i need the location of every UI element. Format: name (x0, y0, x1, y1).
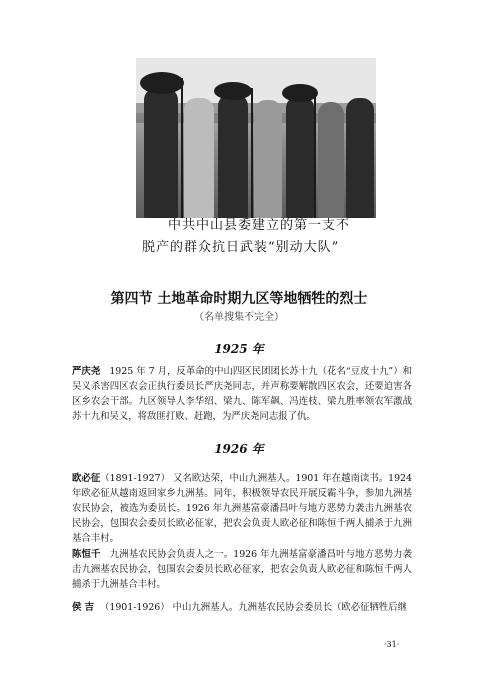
entry-name: 侯 吉 (72, 602, 95, 613)
entry-text: （1901-1926） 中山九洲基人。九洲基农民协会委员长（欧必征牺牲后继 (99, 602, 407, 613)
year-heading-1926: 1926 年 (214, 442, 264, 456)
entry-yan-qingyao (72, 364, 412, 424)
entry-name: 严庆尧 (72, 366, 101, 377)
page-number: ·31· (384, 640, 400, 649)
photo-caption (140, 215, 380, 259)
entry-chen-hengqian (72, 547, 412, 592)
entry-text: （1891-1927） 又名欧达荣，中山九洲基人。1901 年在越南读书。1924 年欧必征从越南返回家乡九洲基。同年，积极领导农民开展反霸斗争，参加九洲基农民协会，被选为委员长。1926 年九洲基富豪潘昌叶与地方恶势力袭击九洲基农民协会，包围农会委员长欧必征家，把农会负责人欧必征和陈恒千两人捕杀于九洲基合丰村。 (72, 473, 412, 544)
section-title: 第四节 土地革命时期九区等地牺牲的烈士 (110, 291, 368, 307)
historical-photo (136, 58, 376, 218)
caption-line-1: 中共中山县委建立的第一支不 (168, 218, 351, 233)
section-subtitle: （名单搜集不完全） (194, 312, 284, 323)
entry-name: 陈恒千 (72, 549, 101, 560)
year-heading-1925: 1925 年 (214, 342, 264, 356)
entry-text: 九洲基农民协会负责人之一。1926 年九洲基富豪潘昌叶与地方恶势力袭击九洲基农民协会，包围农会委员长欧必征家，把农会负责人欧必征和陈恒千两人捕杀于九洲基合丰村。 (72, 549, 412, 590)
entry-ou-bizheng (72, 471, 412, 546)
caption-line-2: 脱产的群众抗日武装“别动大队” (142, 240, 340, 255)
entry-name: 欧必征 (72, 473, 101, 484)
entry-text: 1925 年 7 月，反革命的中山四区民团团长苏十九（花名“豆皮十九”）和吴义杀害四区农会正执行委员长严庆尧同志，并声称要解散四区农会，还要迫害各区乡农会干部。九区领导人李华绍、梁九、陈军飙、冯连枝、梁九胜率领农军激战苏十九和吴义，将敌匪打败、赶跑，为严庆尧同志报了仇。 (72, 366, 412, 422)
entry-hou-ji (72, 600, 412, 615)
